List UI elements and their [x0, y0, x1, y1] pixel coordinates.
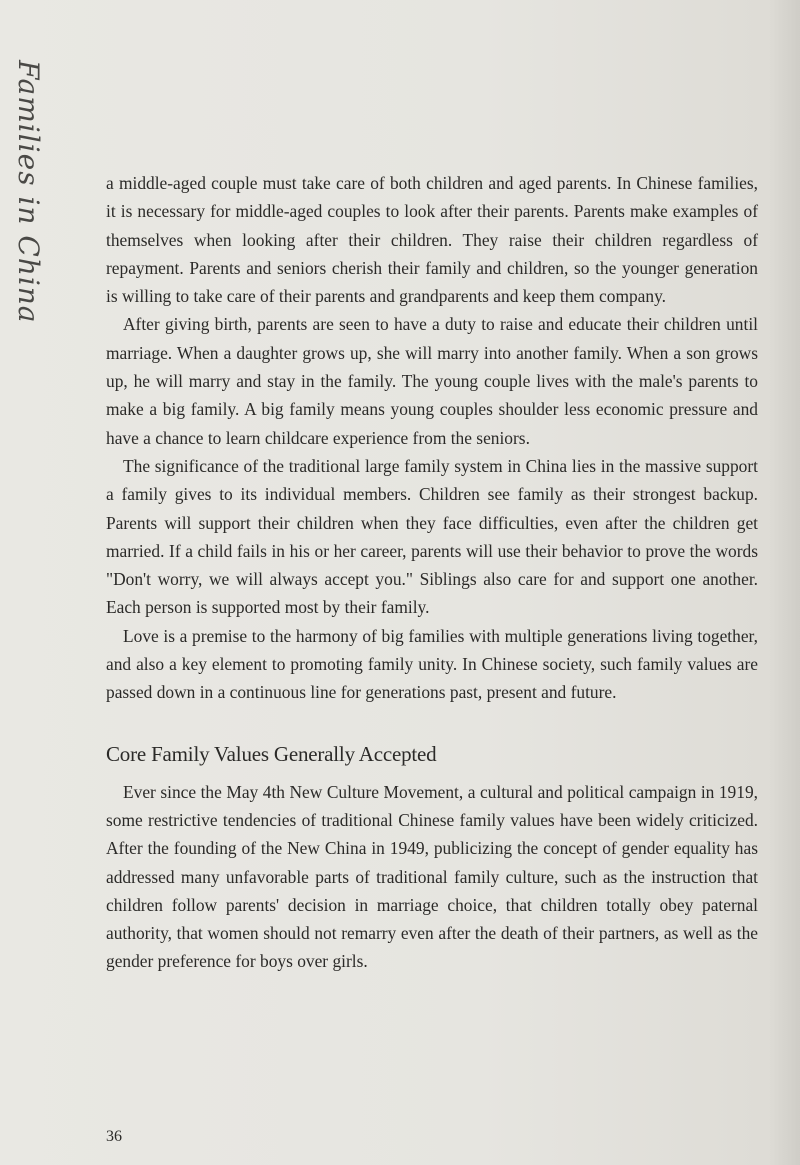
paragraph-5: Ever since the May 4th New Culture Movement, a cultural and political campaign in 1919, some restrictive tendencies of traditional Chinese family values have been widely criticized. After the founding of the New China in 1949, publicizing the concept of gender equality has addressed many unfavorable parts of traditional family culture, such as the instruction that children follow parents' decision in marriage choice, that children totally obey paternal authority, that women should not remarry even after the death of their partners, as well as the gender preference for boys over girls. — [106, 781, 758, 972]
section-heading: Core Family Values Generally Accepted — [106, 741, 437, 766]
page-body — [106, 169, 758, 976]
page-number: 36 — [106, 1128, 122, 1145]
paragraph-1: a middle-aged couple must take care of both children and aged parents. In Chinese families, it is necessary for middle-aged couples to look after their parents. Parents make examples of themselves when looking after their children. They raise their children regardless of repayment. Parents and seniors cherish their family and children, so the younger generation is willing to take care of their parents and grandparents and keep them company. — [106, 173, 758, 307]
paragraph-4: Love is a premise to the harmony of big families with multiple generations living together, and also a key element to promoting family unity. In Chinese society, such family values are passed down in a continuous line for generations past, present and future. — [106, 625, 758, 703]
paragraph-2: After giving birth, parents are seen to have a duty to raise and educate their children until marriage. When a daughter grows up, she will marry into another family. When a son grows up, he will marry and stay in the family. The young couple lives with the male's parents to make a big family. A big family means young couples shoulder less economic pressure and have a chance to learn childcare experience from the seniors. — [106, 314, 758, 448]
running-title: Families in China — [12, 60, 45, 324]
paragraph-3: The significance of the traditional large family system in China lies in the massive support a family gives to its individual members. Children see family as their strongest backup. Parents will support their children when they face difficulties, even after the children get married. If a child fails in his or her career, parents will use their behavior to prove the words "Don't worry, we will always accept you." Siblings also care for and support one another. Each person is supported most by their family. — [106, 455, 758, 618]
